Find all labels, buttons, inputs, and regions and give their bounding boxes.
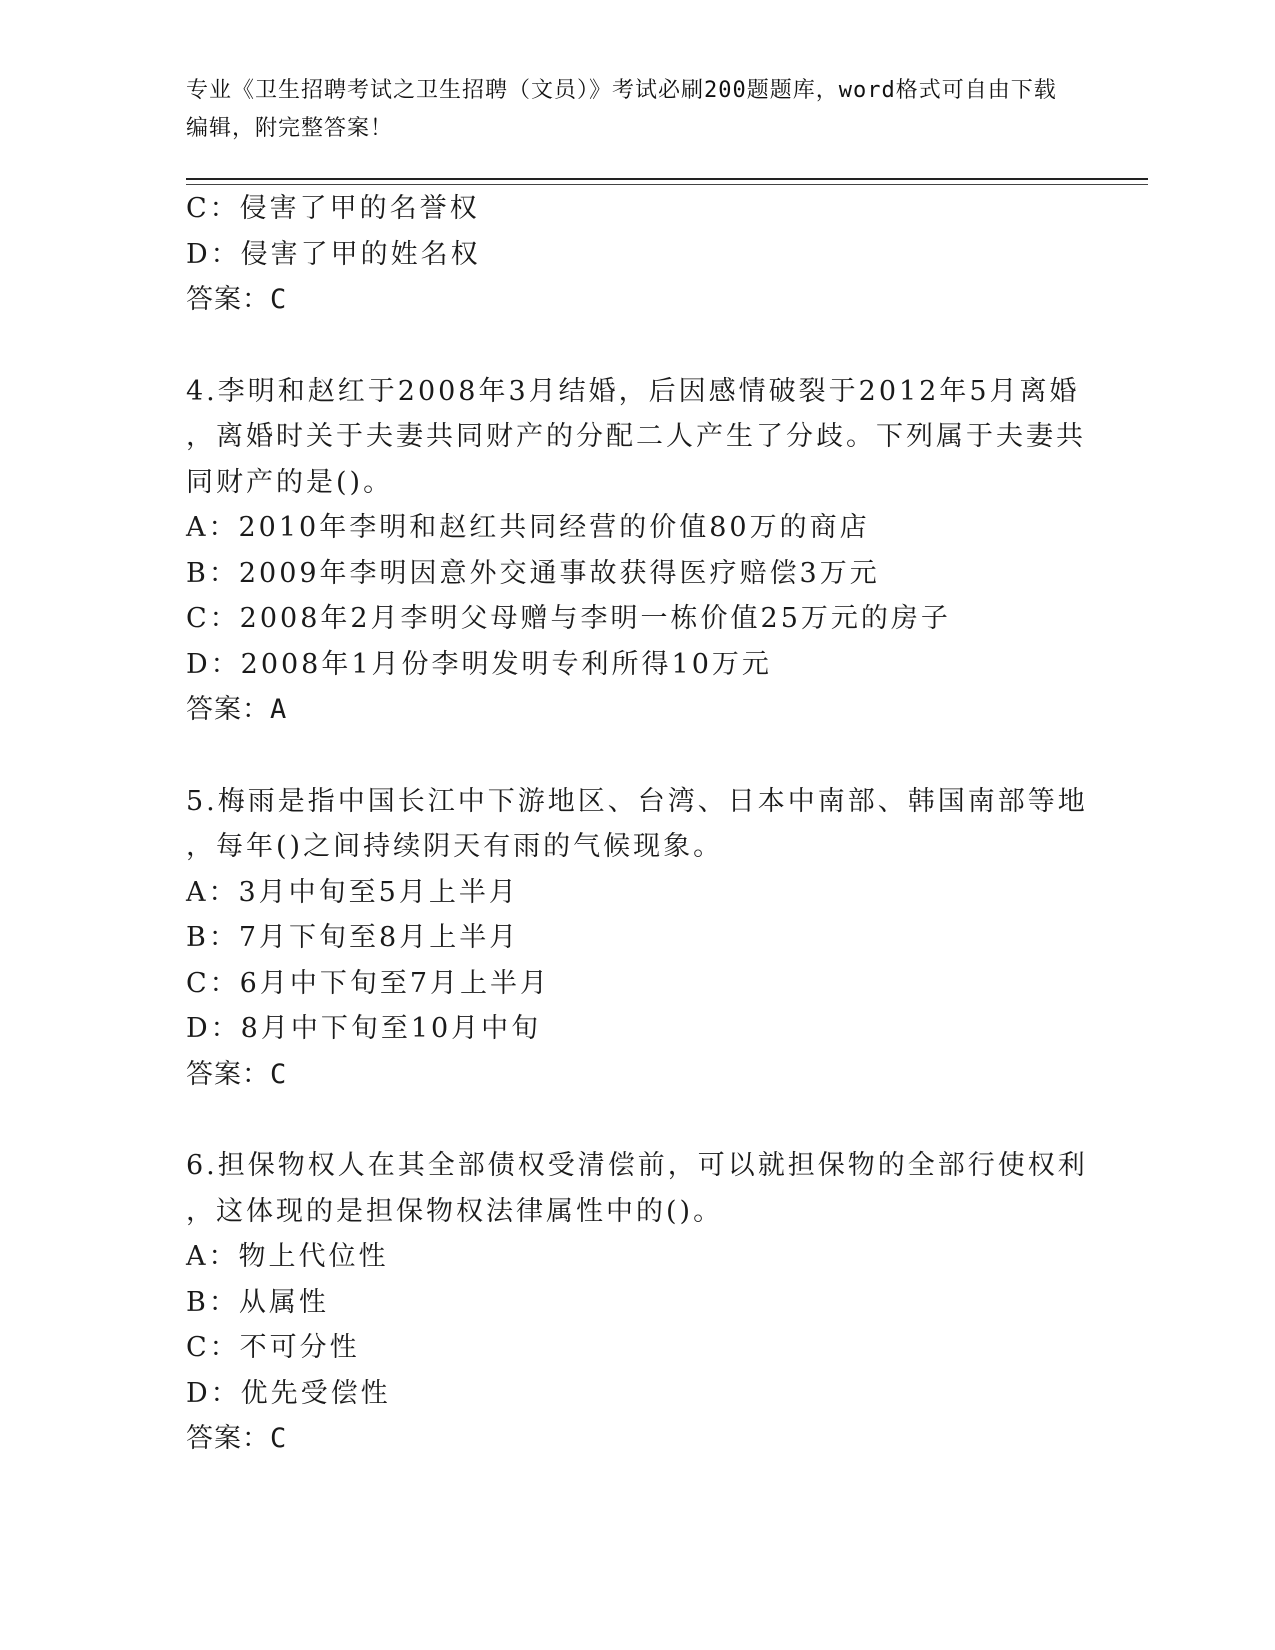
question-text-line: ，每年()之间持续阴天有雨的气候现象。 [186, 831, 724, 862]
question-text-line: ，这体现的是担保物权法律属性中的()。 [186, 1195, 724, 1227]
option-d: D：2008年1月份李明发明专利所得10万元 [186, 648, 772, 680]
question-4 [186, 369, 1086, 733]
option-a: A：3月中旬至5月上半月 [186, 876, 519, 908]
question-text-line: 4.李明和赵红于2008年3月结婚，后因感情破裂于2012年5月离婚 [186, 375, 1080, 407]
header-rule-thin [186, 184, 1148, 185]
answer-line: 答案：C [186, 1423, 288, 1454]
answer-line: 答案：A [186, 694, 288, 725]
question-text-line: 同财产的是()。 [186, 466, 394, 498]
option-b: B：2009年李明因意外交通事故获得医疗赔偿3万元 [186, 557, 880, 589]
option-a: A：物上代位性 [186, 1241, 389, 1272]
question-6 [186, 1143, 1088, 1462]
answer-line: 答案：C [186, 284, 288, 315]
option-a: A：2010年李明和赵红共同经营的价值80万的商店 [186, 512, 870, 543]
option-c: C：不可分性 [186, 1332, 360, 1363]
option-d: D：8月中下旬至10月中旬 [186, 1013, 542, 1044]
header-rule-thick [186, 178, 1148, 180]
question-text-line: 5.梅雨是指中国长江中下游地区、台湾、日本中南部、韩国南部等地 [186, 785, 1088, 817]
option-b: B：7月下旬至8月上半月 [186, 922, 520, 953]
document-header: 专业《卫生招聘考试之卫生招聘（文员）》考试必刷200题题库，word格式可自由下载编辑，附完整答案！ [186, 78, 1057, 141]
question-5 [186, 779, 1088, 1098]
option-b: B：从属性 [186, 1286, 329, 1318]
option-c: C：2008年2月李明父母赠与李明一栋价值25万元的房子 [186, 603, 951, 634]
option-c: C：侵害了甲的名誉权 [186, 193, 480, 224]
option-d: D：优先受偿性 [186, 1377, 391, 1409]
answer-line: 答案：C [186, 1058, 288, 1090]
option-d: D：侵害了甲的姓名权 [186, 238, 481, 270]
question-text-line: 6.担保物权人在其全部债权受清偿前，可以就担保物的全部行使权利 [186, 1150, 1088, 1181]
question-content [186, 186, 1088, 1462]
option-c: C：6月中下旬至7月上半月 [186, 967, 551, 999]
question-text-line: ，离婚时关于夫妻共同财产的分配二人产生了分歧。下列属于夫妻共 [186, 421, 1086, 452]
question-3-continued [186, 186, 1066, 323]
